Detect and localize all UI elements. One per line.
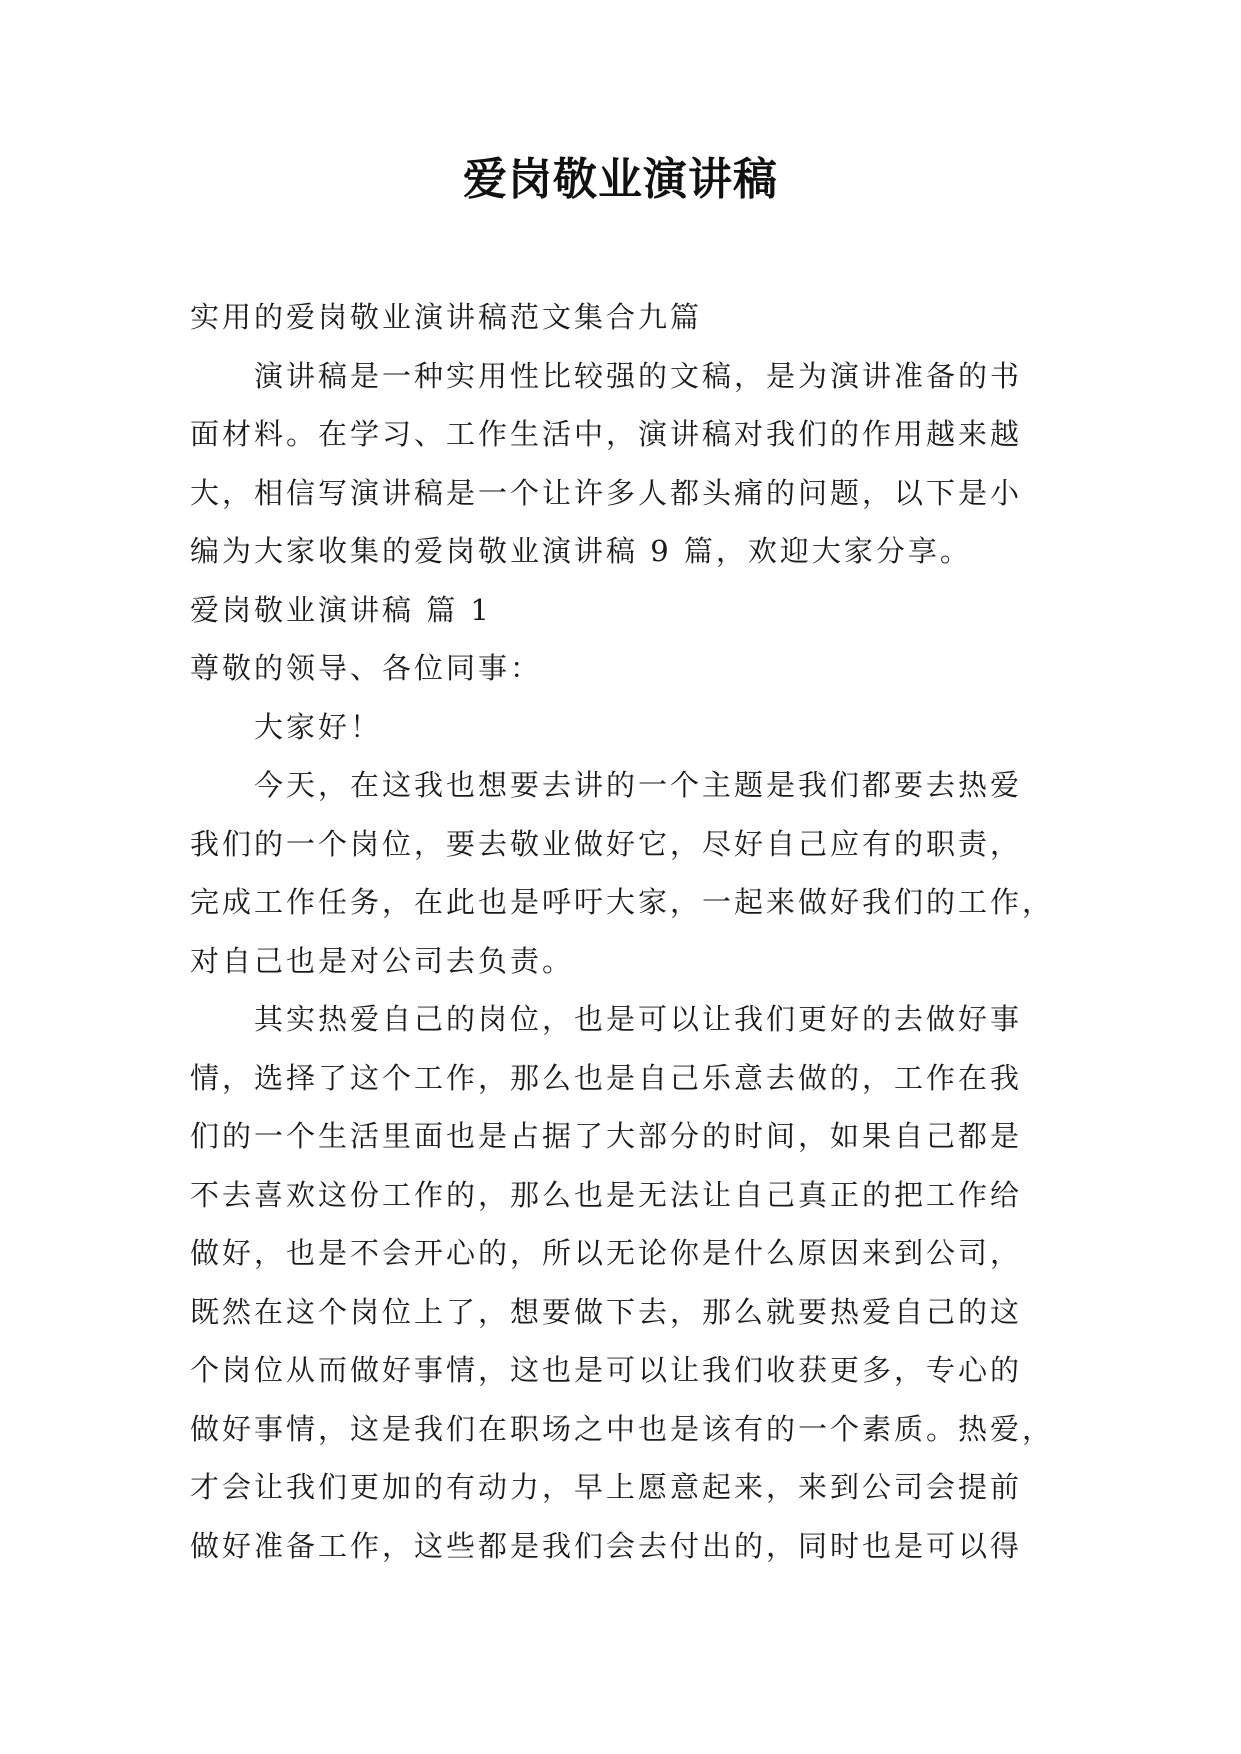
- text-line: 面材料。在学习、工作生活中，演讲稿对我们的作用越来越: [190, 417, 1023, 451]
- text-line: 演讲稿是一种实用性比较强的文稿，是为演讲准备的书: [254, 358, 1023, 393]
- text-line: 实用的爱岗敬业演讲稿范文集合九篇: [190, 300, 703, 334]
- text-line: 尊敬的领导、各位同事：: [190, 651, 543, 685]
- document-body: [190, 288, 1060, 1575]
- text-line: 情，选择了这个工作，那么也是自己乐意去做的，工作在我: [190, 1060, 1023, 1095]
- text-line: 们的一个生活里面也是占据了大部分的时间，如果自己都是: [190, 1119, 1023, 1153]
- text-line: 做好准备工作，这些都是我们会去付出的，同时也是可以得: [190, 1528, 1023, 1563]
- text-line: 其实热爱自己的岗位，也是可以让我们更好的去做好事: [254, 1002, 1023, 1036]
- text-line: 做好事情，这是我们在职场之中也是该有的一个素质。热爱，: [190, 1411, 1055, 1446]
- text-line: 个岗位从而做好事情，这也是可以让我们收获更多，专心的: [190, 1353, 1023, 1387]
- text-line: 不去喜欢这份工作的，那么也是无法让自己真正的把工作给: [190, 1177, 1023, 1212]
- text-line: 大，相信写演讲稿是一个让许多人都头痛的问题，以下是小: [190, 475, 1023, 510]
- text-line: 对自己也是对公司去负责。: [190, 943, 575, 978]
- text-line: 完成工作任务，在此也是呼吁大家，一起来做好我们的工作，: [190, 885, 1055, 919]
- text-line: 做好，也是不会开心的，所以无论你是什么原因来到公司，: [190, 1236, 1023, 1270]
- text-line: 才会让我们更加的有动力，早上愿意起来，来到公司会提前: [190, 1470, 1023, 1504]
- text-line: 今天，在这我也想要去讲的一个主题是我们都要去热爱: [254, 768, 1023, 802]
- text-line: 我们的一个岗位，要去敬业做好它，尽好自己应有的职责，: [190, 826, 1023, 861]
- text-line: 大家好！: [254, 709, 383, 744]
- text-line: 爱岗敬业演讲稿 篇 1: [190, 592, 492, 627]
- document-title: 爱岗敬业演讲稿: [463, 154, 778, 205]
- text-line: 既然在这个岗位上了，想要做下去，那么就要热爱自己的这: [190, 1294, 1023, 1329]
- text-line: 编为大家收集的爱岗敬业演讲稿 9 篇，欢迎大家分享。: [190, 534, 972, 568]
